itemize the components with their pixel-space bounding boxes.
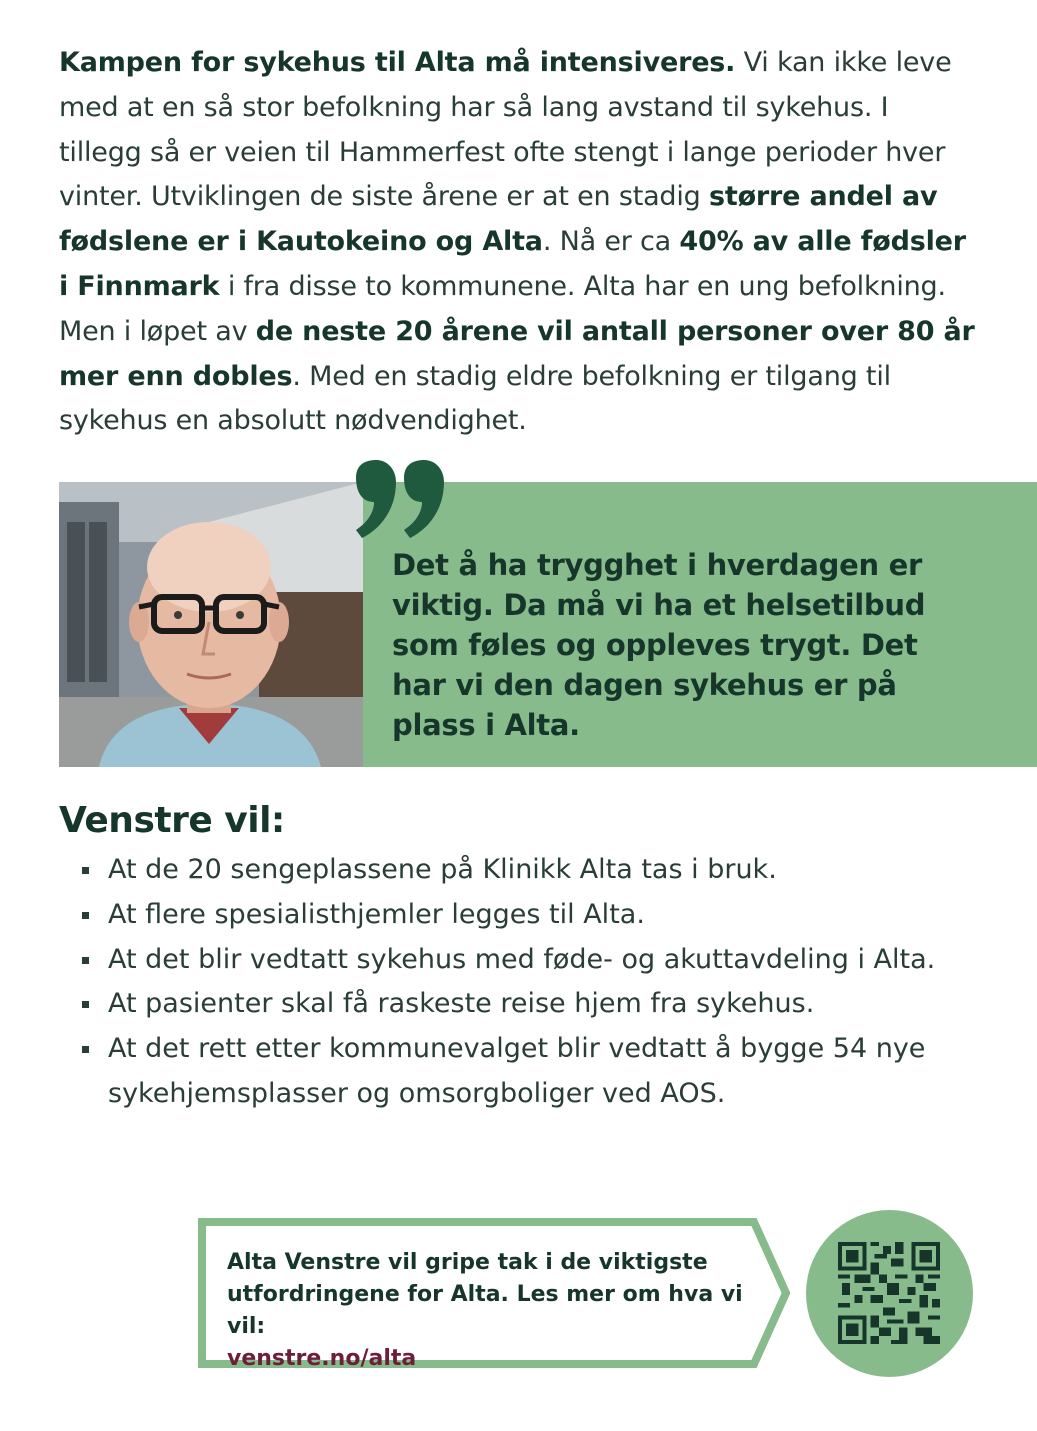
quote-mark-icon — [352, 458, 448, 540]
policy-list — [80, 848, 970, 1117]
cta-line-2: utfordringene for Alta. Les mer om hva vi vil: — [227, 1282, 743, 1339]
cta-line-1: Alta Venstre vil gripe tak i de viktigste — [227, 1250, 708, 1275]
square-bullet-icon — [82, 912, 89, 919]
square-bullet-icon — [82, 957, 89, 964]
intro-text: i fra disse to kommunene. Alta har en ung befolkning. Men i løpet av — [59, 270, 946, 347]
square-bullet-icon — [82, 1001, 89, 1008]
portrait-photo — [59, 482, 363, 767]
intro-text: . Nå er ca — [542, 226, 680, 258]
intro-paragraph — [59, 41, 979, 444]
square-bullet-icon — [82, 867, 89, 874]
list-item: At det rett etter kommunevalget blir vedtatt å bygge 54 nye sykehjemsplasser og omsorgboliger ved AOS. — [80, 1027, 970, 1117]
intro-bold-text: 40% av alle fødsler i Finnmark — [59, 226, 966, 302]
cta-text — [227, 1247, 767, 1375]
intro-text: . Med en stadig eldre befolkning er tilgang til sykehus en absolutt nødvendighet. — [59, 360, 891, 437]
intro-bold-text: Kampen for sykehus til Alta må intensiveres. — [59, 47, 736, 78]
intro-bold-text: større andel av fødslene er i Kautokeino og Alta — [59, 181, 938, 258]
intro-bold-text: de neste 20 årene vil antall personer over 80 år mer enn dobles — [59, 315, 975, 392]
list-title: Venstre vil: — [59, 800, 285, 841]
intro-text: Vi kan ikke leve med at en så stor befolkning har så lang avstand til sykehus. I tillegg så er veien til Hammerfest ofte stengt i lange perioder hver vinter. Utviklingen de siste årene er at en stadig — [59, 47, 952, 213]
quote-text: Det å ha trygghet i hverdagen er viktig. Da må vi ha et helsetilbud som føles og oppleves trygt. Det har vi den dagen sykehus er på plass i Alta. — [392, 548, 926, 742]
list-item: At de 20 sengeplassene på Klinikk Alta tas i bruk. — [80, 848, 970, 893]
list-item: At pasienter skal få raskeste reise hjem fra sykehus. — [80, 982, 970, 1027]
square-bullet-icon — [82, 1046, 89, 1053]
list-item: At flere spesialisthjemler legges til Alta. — [80, 893, 970, 938]
qr-code-icon[interactable] — [838, 1242, 940, 1344]
venstre-link[interactable]: venstre.no/alta — [227, 1346, 417, 1371]
list-item: At det blir vedtatt sykehus med føde- og akuttavdeling i Alta. — [80, 938, 970, 983]
